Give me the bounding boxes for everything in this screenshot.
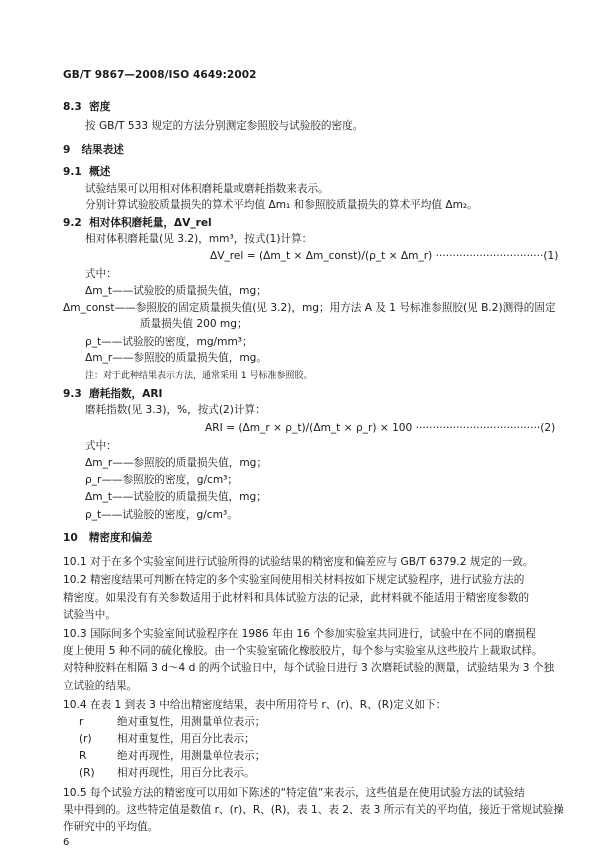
paragraph-line: 果中得到的。这些特定值是数值 r、(r)、R、(R)，表 1、表 2、表 3 所示有关的平均值，接近于常规试验操 [63,803,564,816]
definition-line: 质量损失值 200 mg； [140,318,248,331]
paragraph-line: 10.1 对于在多个实验室间进行试验所得的试验结果的精密度和偏差应与 GB/T 6379.2 规定的一致。 [63,556,534,569]
section-number: 9 [63,143,71,156]
section-10-heading [63,531,152,545]
section-title: 磨耗指数，ARI [89,388,163,401]
paragraph-line: 度上使用 5 种不同的硫化橡胶。由一个实验室硫化橡胶胶片，每个参与实验室从这些胶片上裁取试样。 [63,645,543,658]
section-title: 精密度和偏差 [88,532,153,545]
paragraph-line: 试验当中。 [63,608,116,621]
section-number: 10 [63,532,78,545]
section-9-heading [63,143,124,157]
paragraph-line: 作研究中的平均值。 [63,821,159,833]
paragraph-line: 对特种胶料在相隔 3 d～4 d 的两个试验日中，每个试验日进行 3 次磨耗试验的测量，试验结果为 3 个独 [63,662,555,675]
definition-line: ρ_t——试验胶的密度，mg/mm³； [85,335,253,348]
section-title: 概述 [89,166,111,179]
definition-line: Δm_const——参照胶的固定质量损失值(见 3.2)，mg；用方法 A 及 1 号标准参照胶(见 B.2)测得的固定 [63,302,556,315]
symbol-definition [79,715,265,729]
symbol: (R) [79,767,95,780]
definition-line: Δm_r——参照胶的质量损失值，mg。 [85,351,267,364]
formula-intro: 磨耗指数(见 3.3)，%，按式(2)计算： [85,404,266,417]
symbol: r [79,715,84,728]
definition-line: Δm_r——参照胶的质量损失值，mg； [85,456,267,469]
section-title: 结果表述 [81,143,124,156]
paragraph-line: 10.2 精密度结果可判断在特定的多个实验室间使用相关材料按如下规定试验程序，进行试验方法的 [63,574,525,587]
symbol-text: 绝对再现性，用测量单位表示； [117,750,266,763]
standard-id: GB/T 9867—2008/ISO 4649:2002 [63,69,257,81]
symbol-text: 相对重复性，用百分比表示； [117,733,255,746]
where-label: 式中： [85,439,117,452]
note: 注：对于此种结果表示方法，通常采用 1 号标准参照胶。 [85,370,313,381]
symbol-text: 相对再现性，用百分比表示。 [117,767,255,780]
section-title: 相对体积磨耗量，ΔV_rel [89,217,212,230]
paragraph-line: 10.5 每个试验方法的精密度可以用如下陈述的“特定值”来表示，这些值是在使用试验方法的试验结 [63,786,525,799]
symbol: R [79,750,87,763]
symbol: (r) [79,733,92,746]
section-title: 密度 [89,101,111,114]
formula-1: ΔV_rel = (Δm_t × Δm_const)/(ρ_t × Δm_r) ································(1) [210,249,559,262]
section-9-1-heading [63,165,110,179]
paragraph-line: 精密度。如果没有有关参数适用于此材料和具体试验方法的记录，此材料就不能适用于精密度参数的 [63,591,530,604]
definition-line: ρ_r——参照胶的密度，g/cm³； [85,474,238,487]
formula-intro: 相对体积磨耗量(见 3.2)，mm³，按式(1)计算： [85,233,313,246]
definition-line: Δm_t——试验胶的质量损失值，mg； [85,284,267,297]
symbol-definition [79,766,255,780]
definition-line: ρ_t——试验胶的密度，g/cm³。 [85,508,238,521]
section-number: 9.1 [63,166,82,179]
formula-2: ARI = (Δm_r × ρ_t)/(Δm_t × ρ_r) × 100 ·····································(2) [205,421,556,434]
paragraph-line: 10.3 国际间多个实验室间试验程序在 1986 年由 16 个参加实验室共同进行，试验中在不同的磨损程 [63,627,536,640]
section-8-3-body: 按 GB/T 533 规定的方法分别测定参照胶与试验胶的密度。 [85,119,364,132]
page-number: 6 [63,837,70,848]
paragraph-line: 试验结果可以用相对体积磨耗量或磨耗指数来表示。 [85,182,329,195]
section-number: 8.3 [63,101,82,114]
paragraph-line: 立试验的结果。 [63,679,138,692]
paragraph-line: 分别计算试验胶质量损失的算术平均值 Δm₁ 和参照胶质量损失的算术平均值 Δm₂。 [85,198,478,211]
symbol-definition [79,732,255,746]
symbol-text: 绝对重复性，用测量单位表示； [117,715,266,728]
section-9-3-heading [63,387,162,401]
paragraph-line: 10.4 在表 1 到表 3 中给出精密度结果，表中所用符号 r、(r)、R、(R)定义如下： [63,698,447,711]
where-label: 式中： [85,267,117,280]
definition-line: Δm_t——试验胶的质量损失值，mg； [85,491,267,504]
symbol-definition [79,749,265,763]
section-number: 9.3 [63,388,82,401]
section-8-3-heading [63,100,110,114]
section-number: 9.2 [63,217,82,230]
section-9-2-heading [63,216,212,230]
